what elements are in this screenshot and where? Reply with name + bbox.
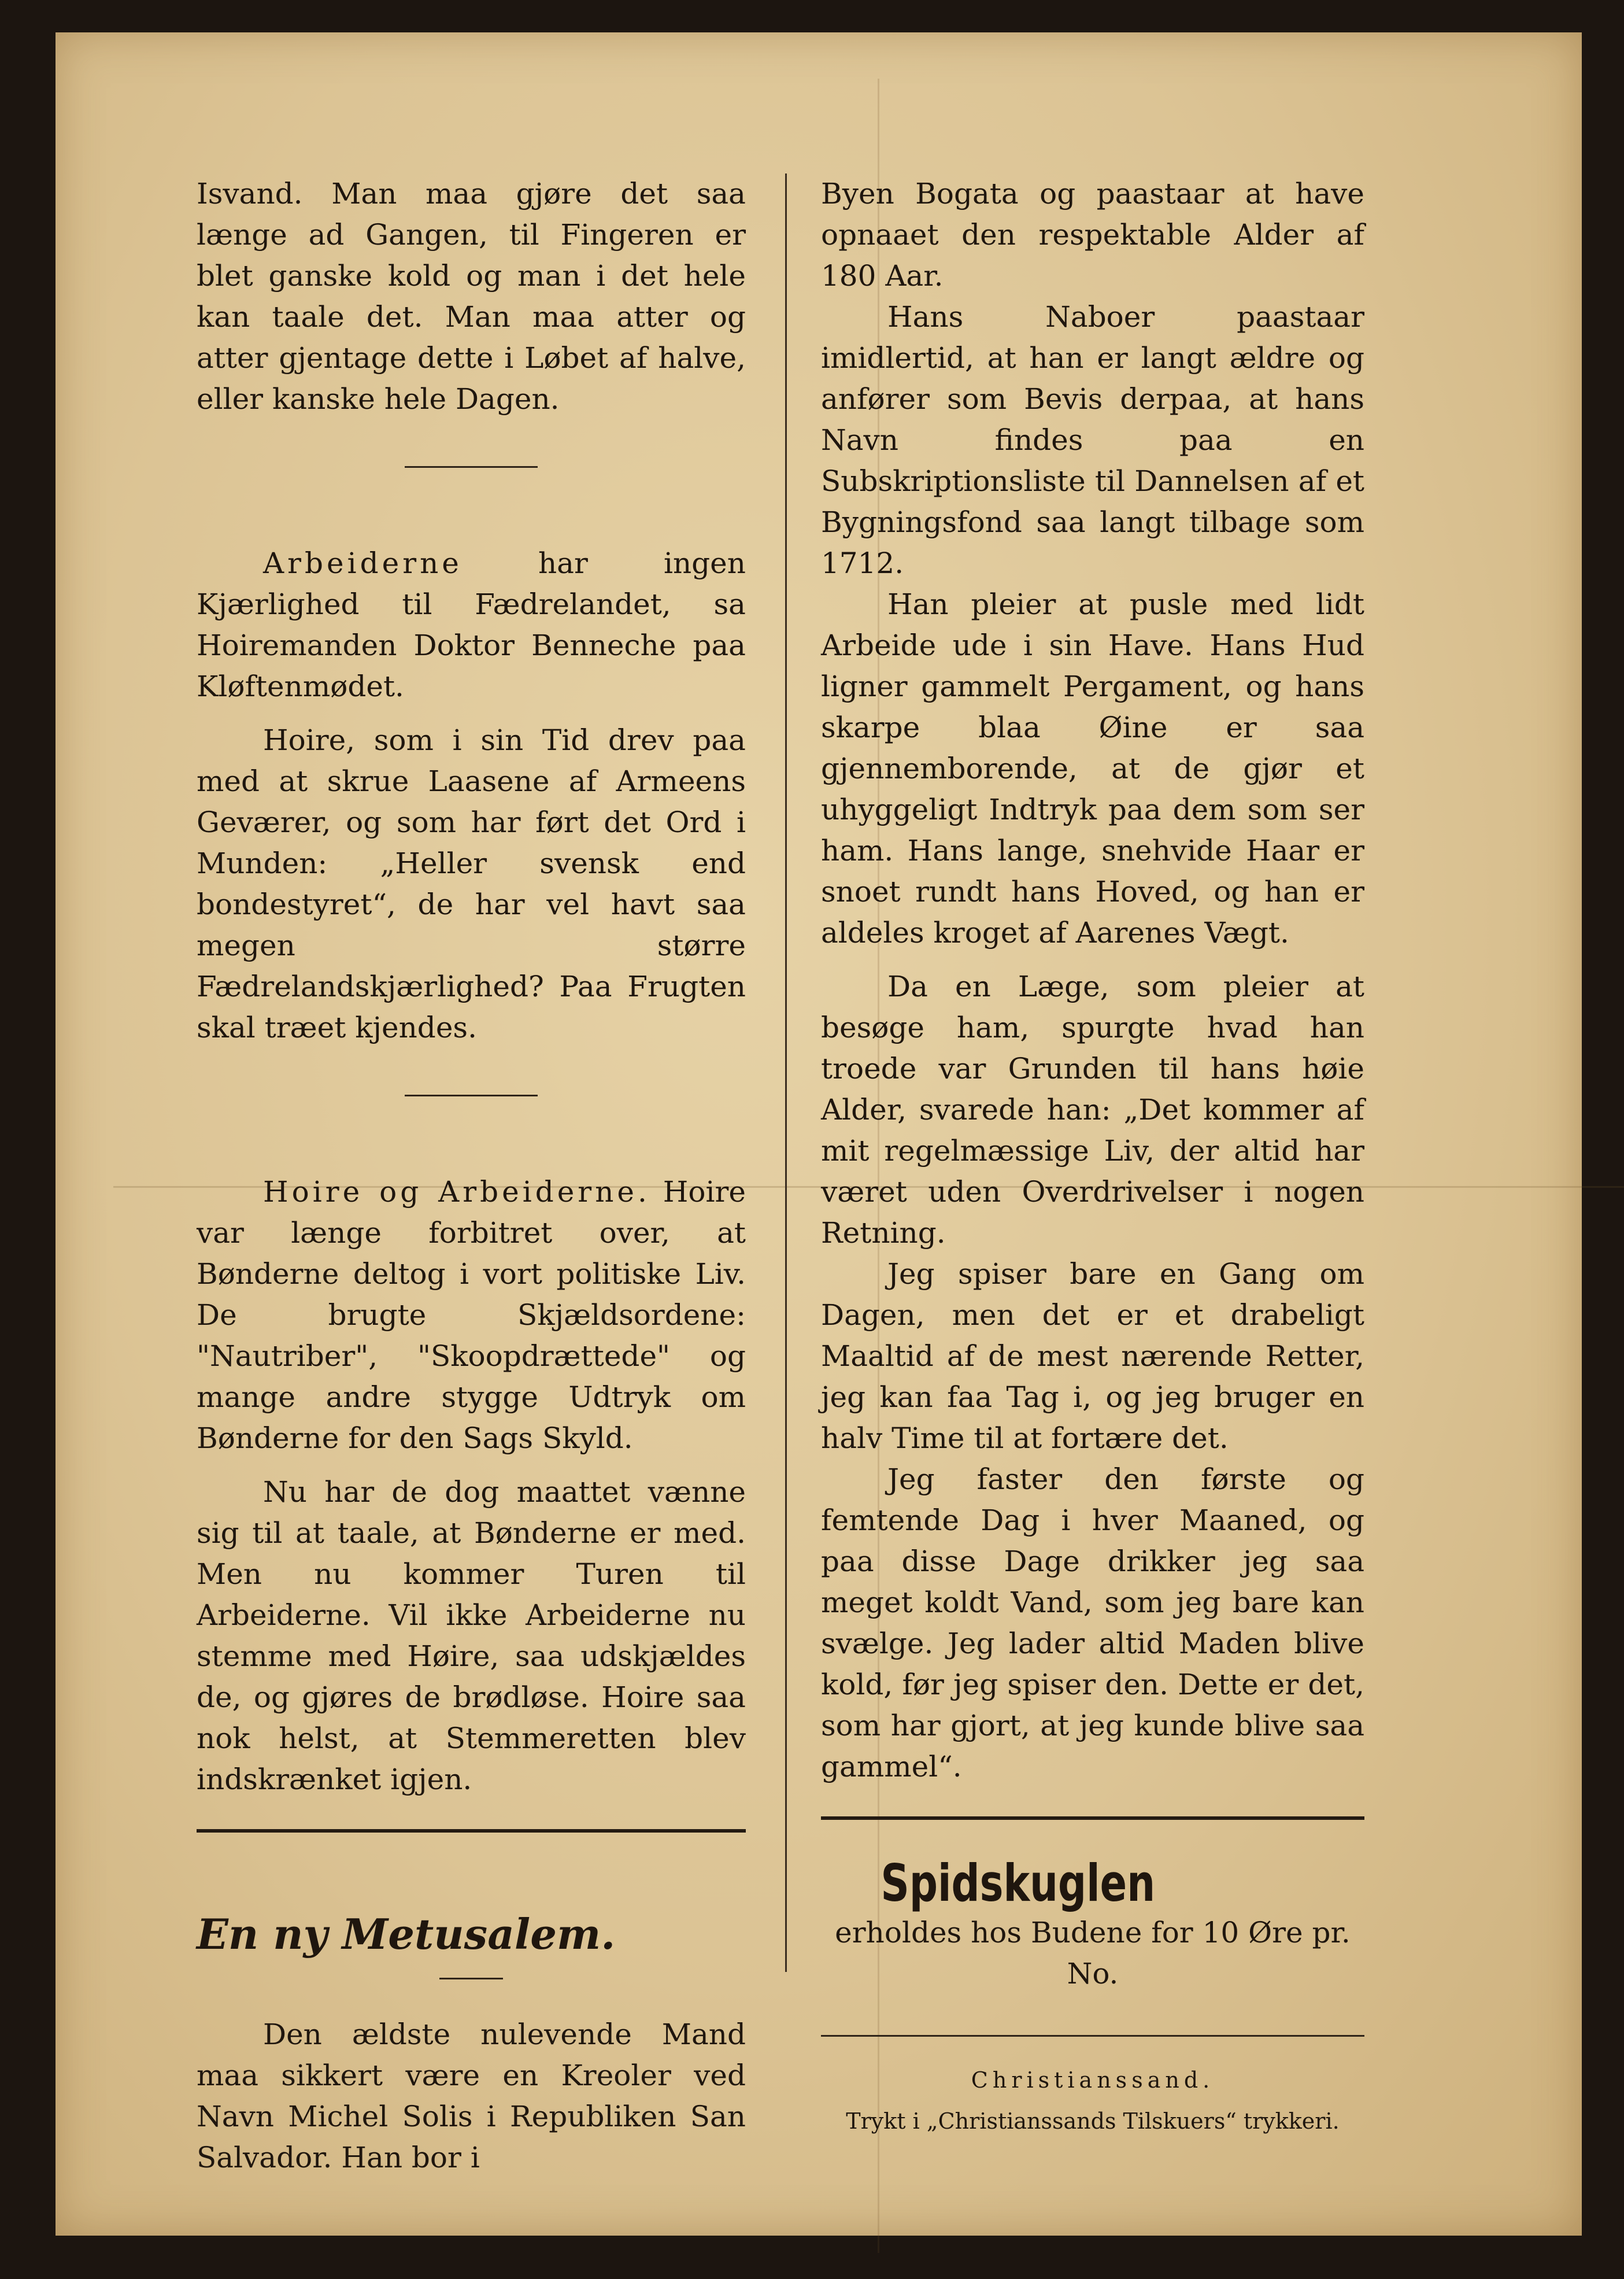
section-title-arbeiderne: Arbeiderne bbox=[263, 546, 463, 580]
imprint-city: Christianssand. bbox=[971, 2067, 1215, 2093]
section-separator bbox=[405, 1095, 538, 1096]
paragraph-arbeiderne: Arbeiderne har ingen Kjærlighed til Fædrelandet, sa Hoiremanden Doktor Benneche paa Kløftenmødet. bbox=[197, 546, 746, 703]
heavy-rule bbox=[197, 1829, 746, 1833]
imprint-rule bbox=[821, 2035, 1364, 2037]
paragraph-naboer: Hans Naboer paastaar imidlertid, at han er langt ældre og anfører som Bevis derpaa, at hans Navn findes paa en Subskriptionsliste til Dannelsen af et Bygningsfond saa langt tilbage som 1712. bbox=[821, 300, 1364, 580]
paragraph-bogata: Byen Bogata og paastaar at have opnaaet den respektable Alder af 180 Aar. bbox=[821, 177, 1364, 293]
paragraph-faster: Jeg faster den første og femtende Dag i hver Maaned, og paa disse Dage drikker jeg saa meget koldt Vand, som jeg bare kan svælge. Jeg lader altid Maden blive kold, før jeg spiser den. Dette er det, som har gjort, at jeg kunde blive saa gammel“. bbox=[821, 1462, 1364, 1783]
masthead-spidskuglen: Spidskuglen bbox=[881, 1853, 1156, 1913]
paragraph-spiser: Jeg spiser bare en Gang om Dagen, men det er et drabeligt Maaltid af de mest nærende Retter, jeg kan faa Tag i, og jeg bruger en halv Time til at fortære det. bbox=[821, 1257, 1364, 1455]
left-column bbox=[197, 173, 746, 2178]
headline-separator bbox=[439, 1978, 503, 1979]
heavy-rule bbox=[821, 1816, 1364, 1820]
subscription-line: erholdes hos Budene for 10 Øre pr. No. bbox=[835, 1916, 1351, 1990]
column-divider bbox=[785, 173, 787, 1972]
paragraph-isvand: Isvand. Man maa gjøre det saa længe ad Gangen, til Fingeren er blet ganske kold og man i det hele kan taale det. Man maa atter og atter gjentage dette i Løbet af halve, eller kanske hele Dagen. bbox=[197, 177, 746, 416]
paragraph-hoire-tid: Hoire, som i sin Tid drev paa med at skrue Laasene af Armeens Geværer, og som har ført det Ord i Munden: „Heller svensk end bondestyret“, de har vel havt saa megen større Fædrelandskjærlighed? Paa Frugten skal træet kjendes. bbox=[197, 723, 746, 1044]
paragraph-nu-har-de: Nu har de dog maattet vænne sig til at taale, at Bønderne er med. Men nu kommer Turen til Arbeiderne. Vil ikke Arbeiderne nu stemme med Høire, saa udskjældes de, og gjøres de brødløse. Hoire saa nok helst, at Stemmeretten blev indskrænket igjen. bbox=[197, 1475, 746, 1796]
imprint-printer: Trykt i „Christianssands Tilskuers“ trykkeri. bbox=[846, 2108, 1340, 2134]
paragraph-læge: Da en Læge, som pleier at besøge ham, spurgte hvad han troede var Grunden til hans høie Alder, svarede han: „Det kommer af mit regelmæssige Liv, der altid har været uden Overdrivelser i nogen Retning. bbox=[821, 970, 1364, 1250]
right-column bbox=[821, 173, 1364, 2142]
article-headline: En ny Metusalem. bbox=[197, 1909, 616, 1959]
paragraph-arbeide: Han pleier at pusle med lidt Arbeide ude i sin Have. Hans Hud ligner gammelt Pergament, og hans skarpe blaa Øine er saa gjennemborende, at de gjør et uhyggeligt Indtryk paa dem som ser ham. Hans lange, snehvide Haar er snoet rundt hans Hoved, og han er aldeles kroget af Aarenes Vægt. bbox=[821, 588, 1364, 950]
paragraph-hoire-arbeiderne: Hoire og Arbeiderne. Hoire var længe forbitret over, at Bønderne deltog i vort politiske Liv. De brugte Skjældsordene: "Nautriber", "Skoopdrættede" og mange andre stygge Udtryk om Bønderne for den Sags Skyld. bbox=[197, 1175, 746, 1455]
section-title-hoire-og-arbeiderne: Hoire og Arbeiderne. bbox=[263, 1175, 650, 1209]
paragraph-ældste-mand: Den ældste nulevende Mand maa sikkert være en Kreoler ved Navn Michel Solis i Republiken San Salvador. Han bor i bbox=[197, 2018, 746, 2174]
section-separator bbox=[405, 466, 538, 468]
